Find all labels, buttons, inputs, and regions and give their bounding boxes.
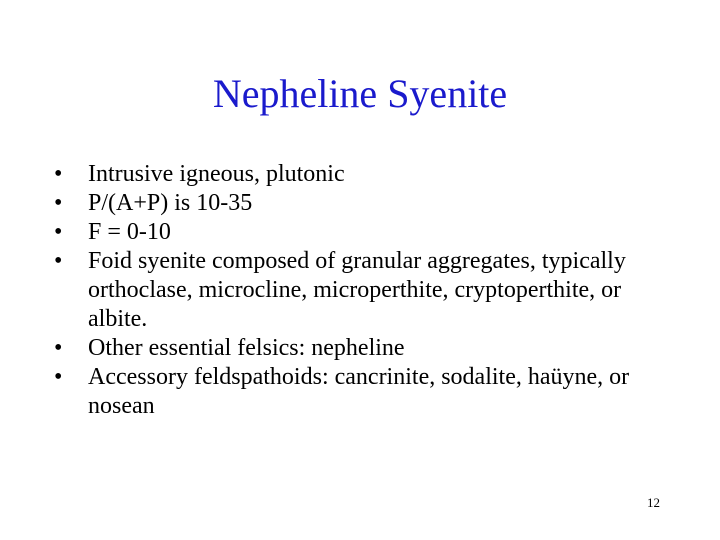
- bullet-text: Other essential felsics: nepheline: [88, 335, 405, 361]
- bullet-list: [54, 160, 664, 421]
- bullet-dot: •: [54, 219, 63, 245]
- bullet-item: [54, 218, 664, 247]
- bullet-item: [54, 363, 664, 421]
- bullet-dot: •: [54, 248, 63, 274]
- bullet-text: Intrusive igneous, plutonic: [88, 161, 345, 187]
- slide-title: Nepheline Syenite: [212, 71, 508, 116]
- bullet-item: [54, 160, 664, 189]
- bullet-item: [54, 247, 664, 334]
- bullet-text: F = 0-10: [88, 219, 171, 245]
- bullet-dot: •: [54, 161, 63, 187]
- bullet-dot: •: [54, 190, 63, 216]
- bullet-text: Accessory feldspathoids: cancrinite, sodalite, haüyne, or nosean: [88, 364, 630, 419]
- bullet-dot: •: [54, 364, 63, 390]
- slide-number: 12: [647, 495, 660, 510]
- bullet-item: [54, 189, 664, 218]
- bullet-text: Foid syenite composed of granular aggregates, typically orthoclase, microcline, microperthite, cryptoperthite, or albite.: [88, 248, 626, 332]
- bullet-dot: •: [54, 335, 63, 361]
- bullet-item: [54, 334, 664, 363]
- bullet-text: P/(A+P) is 10-35: [88, 190, 253, 216]
